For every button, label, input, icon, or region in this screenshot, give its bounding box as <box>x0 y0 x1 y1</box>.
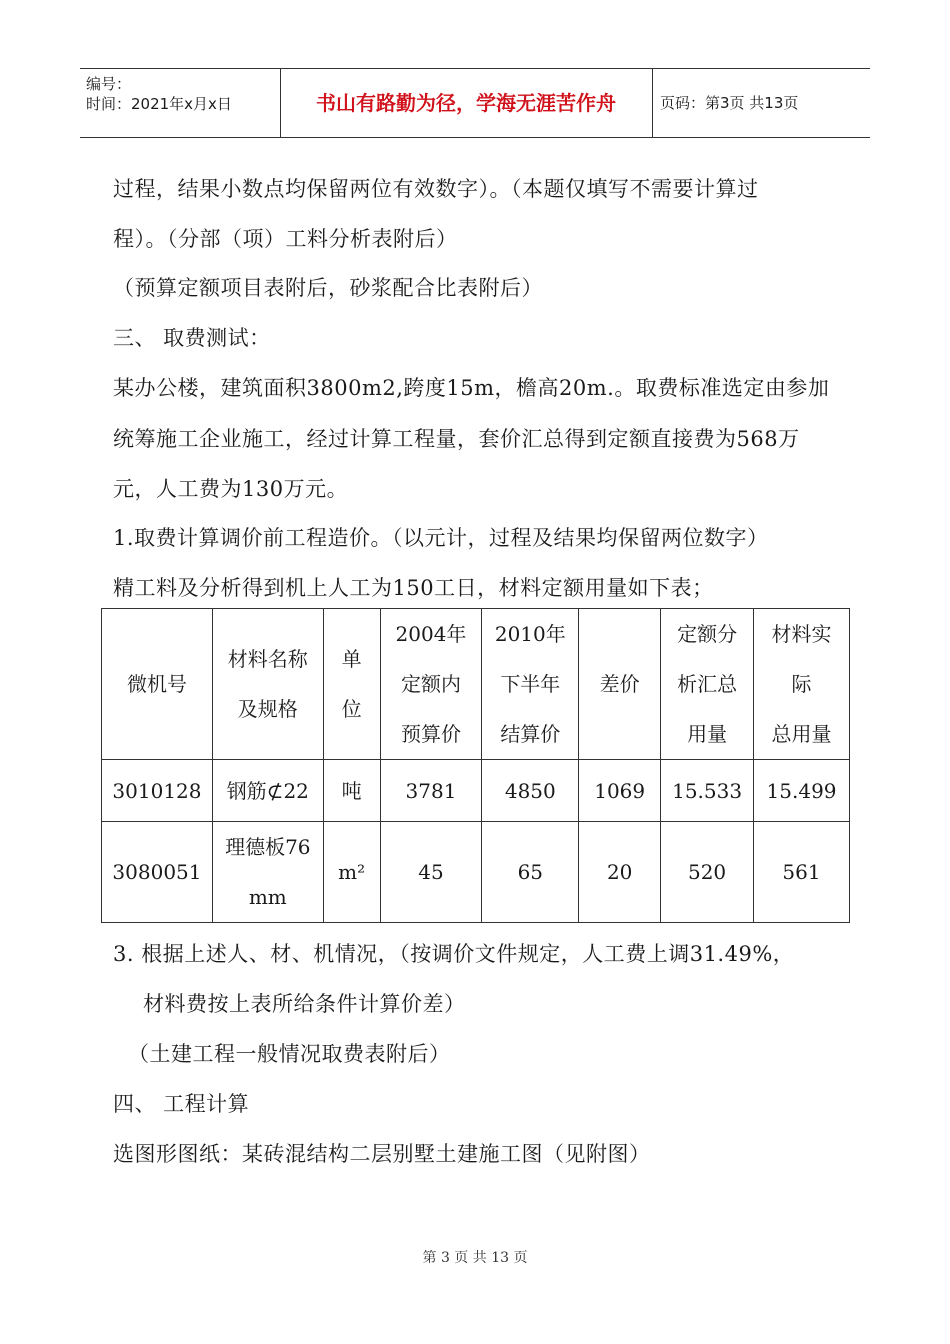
header-line: 总用量 <box>771 722 832 746</box>
cell-quota-qty: 520 <box>661 822 754 923</box>
para1-line-3: 元，人工费为130万元。 <box>113 477 349 501</box>
header-line: 下半年 <box>500 672 561 696</box>
header-line: 差价 <box>599 672 640 696</box>
body-line-1: 过程，结果小数点均保留两位有效数字）。（本题仅填写不需要计算过 <box>113 177 759 201</box>
table-header-row <box>102 609 850 760</box>
cell-quota-qty: 15.533 <box>661 760 754 822</box>
cell-price-2010: 4850 <box>482 760 579 822</box>
cell-unit: m² <box>323 822 380 923</box>
body-line-3: （预算定额项目表附后，砂浆配合比表附后） <box>113 276 543 300</box>
header-line: 单 <box>341 647 362 671</box>
header-cell <box>212 609 323 760</box>
item-1-note: 精工料及分析得到机上人工为150工日，材料定额用量如下表； <box>113 576 714 600</box>
header-cell <box>102 609 213 760</box>
section-4-heading: 四、 工程计算 <box>113 1092 250 1116</box>
header-meta <box>80 69 281 137</box>
header-line: 用量 <box>687 722 728 746</box>
header-line: 定额内 <box>400 672 461 696</box>
cell-code: 3080051 <box>102 822 213 923</box>
cell-code: 3010128 <box>102 760 213 822</box>
cell-diff: 20 <box>579 822 661 923</box>
header-cell <box>482 609 579 760</box>
header-line: 材料名称 <box>227 647 308 671</box>
section-3-heading: 三、 取费测试： <box>113 326 271 350</box>
header-cell <box>380 609 482 760</box>
header-cell <box>579 609 661 760</box>
table-row <box>102 760 850 822</box>
item-3-note: （土建工程一般情况取费表附后） <box>128 1042 451 1066</box>
cell-actual-qty: 15.499 <box>754 760 850 822</box>
header-line: 2010年 <box>494 622 566 646</box>
body-line-2: 程）。（分部（项）工料分析表附后） <box>113 227 458 251</box>
header-line: 材料实 <box>771 622 832 646</box>
cell-price-2010: 65 <box>482 822 579 923</box>
header-line: 预算价 <box>400 722 461 746</box>
cell-diff: 1069 <box>579 760 661 822</box>
page-info: 页码：第3页 共13页 <box>660 94 799 112</box>
material-table <box>101 608 850 923</box>
page-header <box>80 68 870 138</box>
header-cell <box>661 609 754 760</box>
cell-price-2004: 45 <box>380 822 482 923</box>
item-3-line-1: 3. 根据上述人、材、机情况，（按调价文件规定，人工费上调31.49%， <box>113 942 795 966</box>
date-label: 时间：2021年x月x日 <box>86 95 232 113</box>
item-3-line-2: 材料费按上表所给条件计算价差） <box>143 992 466 1016</box>
header-line: 位 <box>341 697 362 721</box>
header-line: 际 <box>791 672 812 696</box>
para1-line-2: 统筹施工企业施工，经过计算工程量，套价汇总得到定额直接费为568万 <box>113 427 800 451</box>
header-cell <box>323 609 380 760</box>
cell-material: 钢筋⊄22 <box>212 760 323 822</box>
cell-price-2004: 3781 <box>380 760 482 822</box>
header-line: 结算价 <box>500 722 561 746</box>
header-cell <box>754 609 850 760</box>
header-line: 析汇总 <box>677 672 738 696</box>
cell-unit: 吨 <box>323 760 380 822</box>
page-footer: 第 3 页 共 13 页 <box>422 1250 528 1266</box>
cell-actual-qty: 561 <box>754 822 850 923</box>
header-line: 及规格 <box>237 697 298 721</box>
header-line: 2004年 <box>395 622 467 646</box>
para1-line-1: 某办公楼，建筑面积3800m2,跨度15m，檐高20m.。取费标准选定由参加 <box>113 376 830 400</box>
number-label: 编号： <box>86 75 132 93</box>
motto: 书山有路勤为径，学海无涯苦作舟 <box>280 69 653 137</box>
drawing-note: 选图形图纸：某砖混结构二层别墅土建施工图（见附图） <box>113 1142 651 1166</box>
header-line: 微机号 <box>126 672 187 696</box>
header-line: 定额分 <box>677 622 738 646</box>
cell-material: 理德板76 mm <box>212 822 323 923</box>
table-row <box>102 822 850 923</box>
item-1: 1.取费计算调价前工程造价。（以元计，过程及结果均保留两位数字） <box>113 526 769 550</box>
